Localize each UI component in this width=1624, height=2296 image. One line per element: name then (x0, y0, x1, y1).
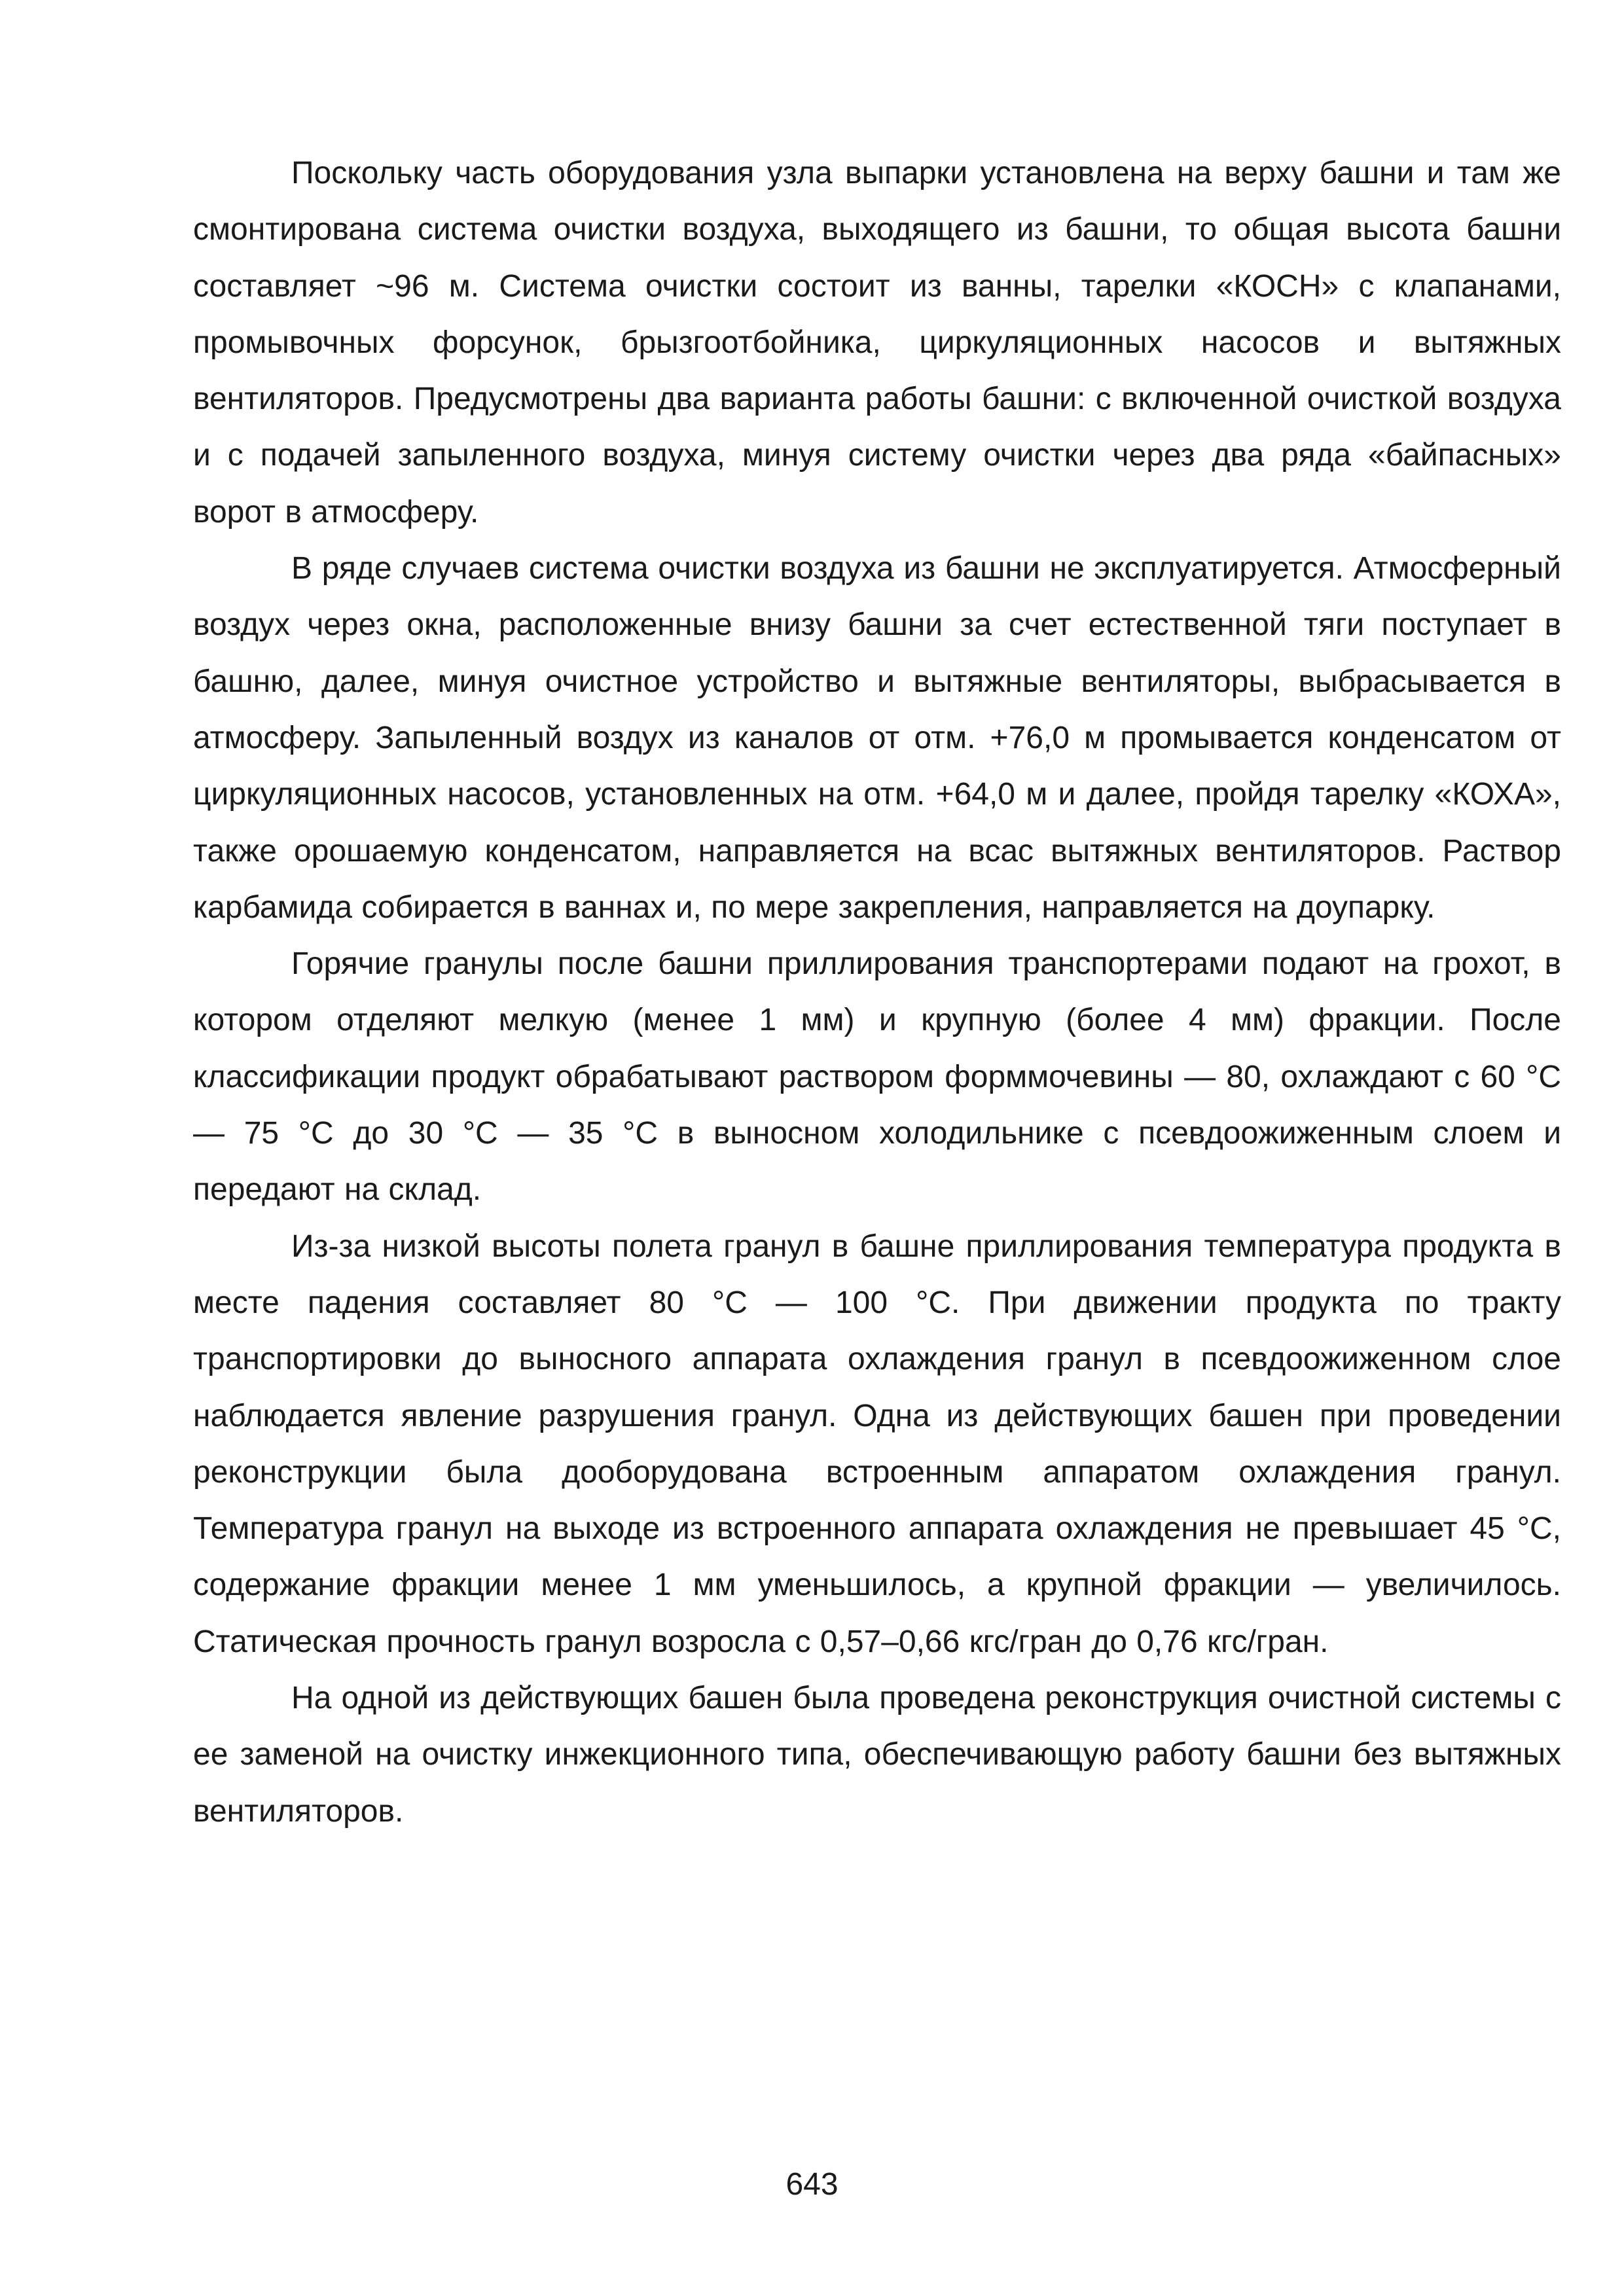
paragraph-5: На одной из действующих башен была проведена реконструкция очистной системы с ее заменой на очистку инжекционного типа, обеспечивающую работу башни без вытяжных вентиляторов. (193, 1681, 1561, 1829)
body-text (193, 145, 1561, 1840)
paragraph-2: В ряде случаев система очистки воздуха из башни не эксплуатируется. Атмосферный воздух через окна, расположенные внизу башни за счет естественной тяги поступает в башню, далее, минуя очистное устройство и вытяжные вентиляторы, выбрасывается в атмосферу. Запыленный воздух из каналов от отм. +76,0 м промывается конденсатом от циркуляционных насосов, установленных на отм. +64,0 м и далее, пройдя тарелку «КОХА», также орошаемую конденсатом, направляется на всас вытяжных вентиляторов. Раствор карбамида собирается в ваннах и, по мере закрепления, направляется на доупарку. (193, 551, 1561, 925)
paragraph-3: Горячие гранулы после башни приллирования транспортерами подают на грохот, в котором отделяют мелкую (менее 1 мм) и крупную (более 4 мм) фракции. После классификации продукт обрабатывают раствором форммочевины — 80, охлаждают с 60 °С — 75 °С до 30 °С — 35 °С в выносном холодильнике с псевдоожиженным слоем и передают на склад. (193, 946, 1561, 1208)
page-number: 643 (785, 2167, 839, 2202)
paragraph-4: Из-за низкой высоты полета гранул в башне приллирования температура продукта в месте падения составляет 80 °С — 100 °С. При движении продукта по тракту транспортировки до выносного аппарата охлаждения гранул в псевдоожиженном слое наблюдается явление разрушения гранул. Одна из действующих башен при проведении реконструкции была дооборудована встроенным аппаратом охлаждения гранул. Температура гранул на выходе из встроенного аппарата охлаждения не превышает 45 °С, содержание фракции менее 1 мм уменьшилось, а крупной фракции — увеличилось. Статическая прочность гранул возросла с 0,57–0,66 кгс/гран до 0,76 кгс/гран. (193, 1229, 1561, 1659)
paragraph-1: Поскольку часть оборудования узла выпарки установлена на верху башни и там же смонтирована система очистки воздуха, выходящего из башни, то общая высота башни составляет ~96 м. Система очистки состоит из ванны, тарелки «КОСН» с клапанами, промывочных форсунок, брызгоотбойника, циркуляционных насосов и вытяжных вентиляторов. Предусмотрены два варианта работы башни: с включенной очисткой воздуха и с подачей запыленного воздуха, минуя систему очистки через два ряда «байпасных» ворот в атмосферу. (193, 156, 1561, 529)
